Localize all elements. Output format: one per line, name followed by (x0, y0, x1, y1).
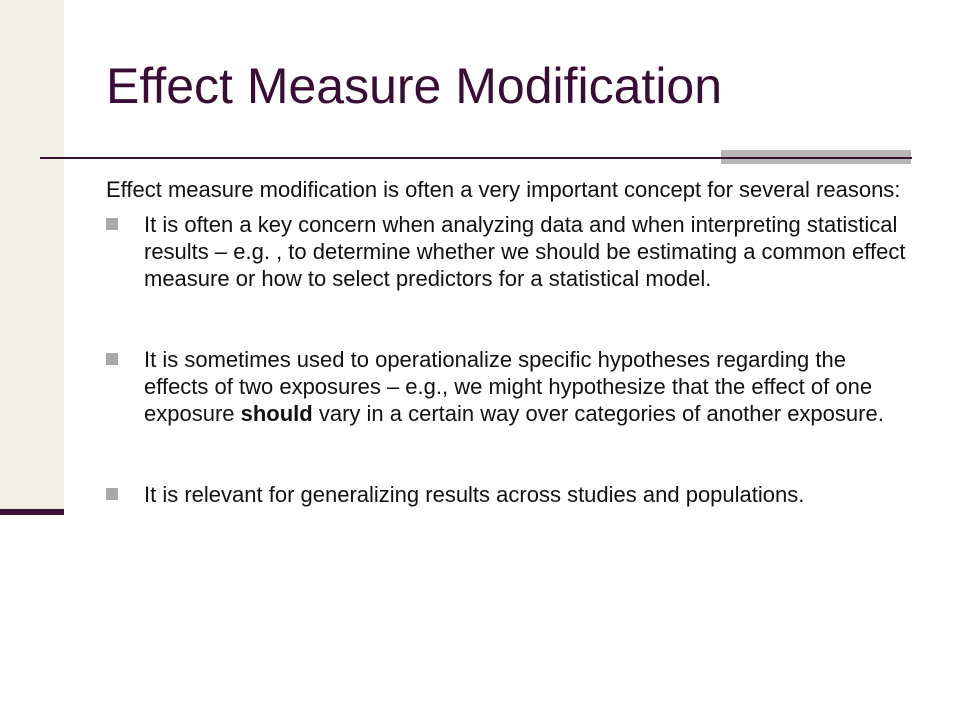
bullet-text-before: It is sometimes used to operationalize specific hypotheses regarding the effects of two exposures – e.g., we might hypothesize that the effect of one exposure (144, 347, 873, 426)
title-accent-rule-lower (721, 159, 911, 164)
title-accent-rule (721, 150, 911, 157)
bullet-text: It is often a key concern when analyzing data and when interpreting statistical results – e.g. , to determine whether we should be estimating a common effect measure or how to select predictors for a statistical model. (144, 212, 906, 291)
bullet-text-after: vary in a certain way over categories of another exposure. (312, 401, 884, 426)
square-bullet-icon (106, 488, 118, 500)
square-bullet-icon (106, 353, 118, 365)
bullet-text: It is relevant for generalizing results across studies and populations. (144, 482, 805, 507)
bullet-item-hypotheses (106, 346, 916, 427)
sidebar-panel (0, 0, 64, 513)
bullet-item-generalizing (106, 481, 916, 508)
slide-title: Effect Measure Modification (106, 58, 723, 114)
bullet-emphasis: should (240, 401, 313, 426)
bullet-item-analysis (106, 211, 916, 292)
square-bullet-icon (106, 218, 118, 230)
sidebar-accent-bar (0, 509, 64, 515)
intro-paragraph: Effect measure modification is often a very important concept for several reasons: (106, 177, 901, 202)
bullet-list (106, 211, 916, 508)
slide-body (106, 176, 916, 508)
